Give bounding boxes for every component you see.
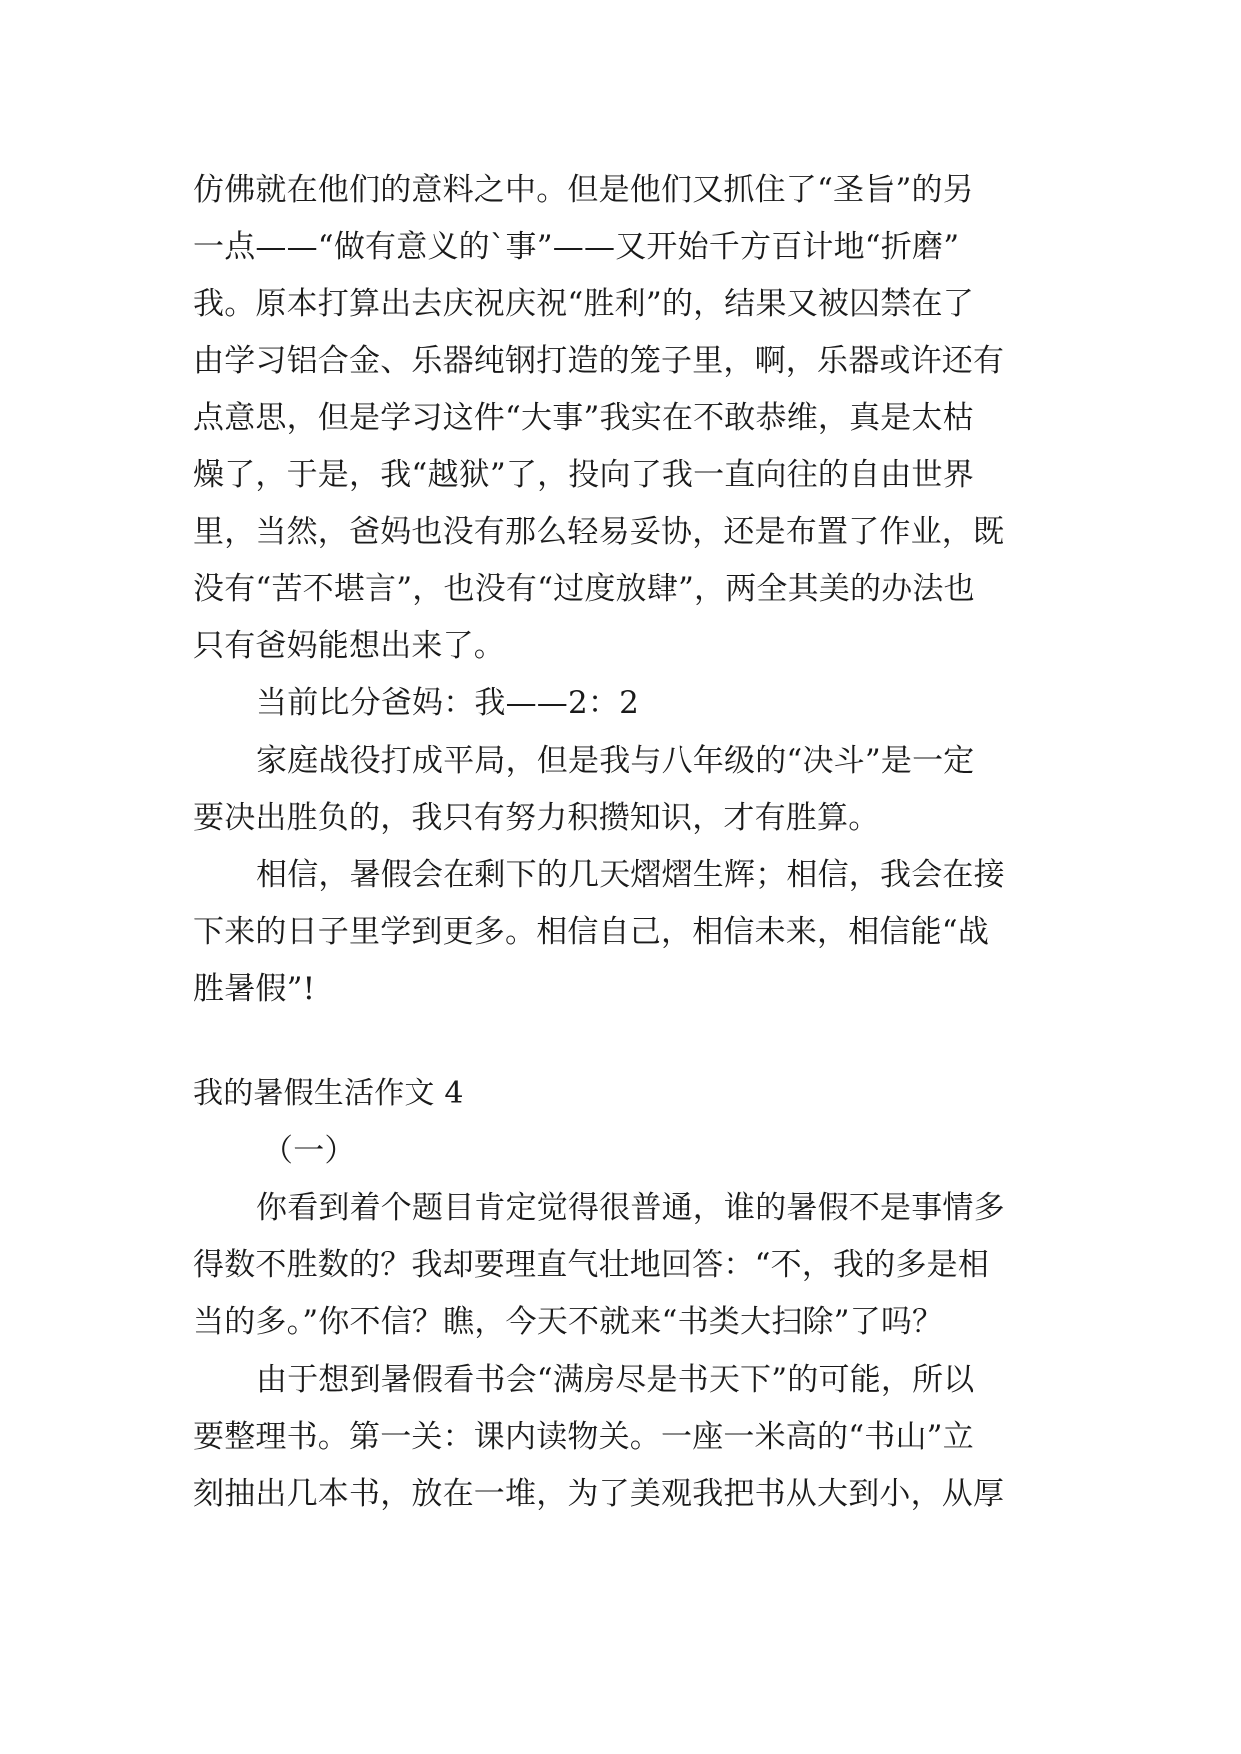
section-subtitle: （一） <box>262 1133 356 1169</box>
paragraph-line: 要决出胜负的，我只有努力积攒知识，才有胜算。 <box>193 800 880 836</box>
paragraph-line: 得数不胜数的？我却要理直气壮地回答：“不，我的多是相 <box>193 1247 990 1283</box>
paragraph-line: 由于想到暑假看书会“满房尽是书天下”的可能，所以 <box>256 1362 975 1398</box>
paragraph-line: 仿佛就在他们的意料之中。但是他们又抓住了“圣旨”的另 <box>193 172 974 208</box>
paragraph-line: 一点——“做有意义的`事”——又开始千方百计地“折磨” <box>193 229 960 265</box>
paragraph-line: 相信，暑假会在剩下的几天熠熠生辉；相信，我会在接 <box>256 857 1005 893</box>
paragraph-line: 只有爸妈能想出来了。 <box>193 628 505 664</box>
paragraph-line: 里，当然，爸妈也没有那么轻易妥协，还是布置了作业，既 <box>193 514 1005 550</box>
paragraph-line: 点意思，但是学习这件“大事”我实在不敢恭维，真是太枯 <box>193 400 974 436</box>
paragraph-line: 你看到着个题目肯定觉得很普通，谁的暑假不是事情多 <box>256 1190 1005 1226</box>
score-line: 当前比分爸妈：我——2：2 <box>256 685 640 721</box>
section-title: 我的暑假生活作文 4 <box>193 1076 464 1111</box>
paragraph-line: 燥了，于是，我“越狱”了，投向了我一直向往的自由世界 <box>193 457 974 493</box>
paragraph-line: 刻抽出几本书，放在一堆，为了美观我把书从大到小，从厚 <box>193 1476 1005 1512</box>
paragraph-line: 由学习铝合金、乐器纯钢打造的笼子里，啊，乐器或许还有 <box>193 343 1005 379</box>
paragraph-line: 没有“苦不堪言”，也没有“过度放肆”，两全其美的办法也 <box>193 571 975 607</box>
paragraph-line: 下来的日子里学到更多。相信自己，相信未来，相信能“战 <box>193 914 990 950</box>
paragraph-line: 家庭战役打成平局，但是我与八年级的“决斗”是一定 <box>256 743 975 779</box>
paragraph-line: 胜暑假”! <box>193 971 316 1007</box>
paragraph-line: 我。原本打算出去庆祝庆祝“胜利”的，结果又被囚禁在了 <box>193 286 974 322</box>
paragraph-line: 要整理书。第一关：课内读物关。一座一米高的“书山”立 <box>193 1419 974 1455</box>
paragraph-line: 当的多。”你不信？瞧，今天不就来“书类大扫除”了吗？ <box>193 1304 944 1340</box>
